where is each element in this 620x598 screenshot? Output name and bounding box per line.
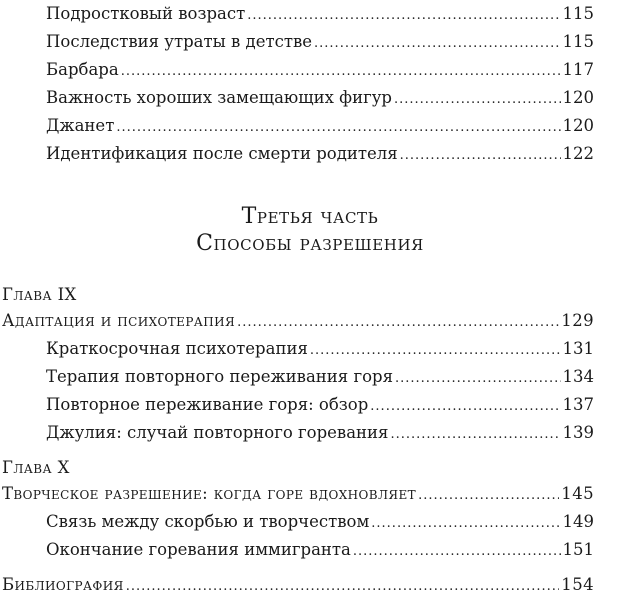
bibliography-entry <box>2 572 594 598</box>
part-title: Способы разрешения <box>196 231 424 256</box>
toc-entry-title: Окончание горевания иммигранта <box>46 540 351 559</box>
toc-entry-title: Джулия: случай повторного горевания <box>46 423 389 442</box>
toc-entry-title: Последствия утраты в детстве <box>46 32 313 51</box>
toc-entry-page: 139 <box>562 423 594 442</box>
toc-entry <box>46 537 594 563</box>
toc-entry <box>46 420 594 446</box>
toc-leader-dots <box>237 310 559 334</box>
toc-leader-dots <box>395 366 560 390</box>
chapter-label: Глава X <box>2 458 70 477</box>
toc-entry-title: Идентификация после смерти родителя <box>46 144 398 163</box>
toc-leader-dots <box>247 3 560 27</box>
part-label: Третья часть <box>241 204 379 229</box>
toc-leader-dots <box>394 87 561 111</box>
toc-entry <box>46 141 594 167</box>
toc-entry-page: 117 <box>562 60 594 79</box>
toc-entry-page: 115 <box>562 32 594 51</box>
chapter-label: Глава IX <box>2 285 77 304</box>
toc-leader-dots <box>418 483 559 507</box>
toc-entry-title: Повторное переживание горя: обзор <box>46 395 369 414</box>
toc-leader-dots <box>310 338 561 362</box>
toc-leader-dots <box>353 539 561 563</box>
chapter-title: Творческое разрешение: когда горе вдохновляет <box>2 484 417 503</box>
toc-entry-page: 129 <box>561 311 594 330</box>
toc-leader-dots <box>390 422 560 446</box>
toc-entry-title: Подростковый возраст <box>46 4 246 23</box>
toc-entry <box>46 1 594 27</box>
toc-entry-page: 122 <box>562 144 594 163</box>
toc-entry-page: 149 <box>562 512 594 531</box>
toc-entry-title: Связь между скорбью и творчеством <box>46 512 370 531</box>
toc-entry-title: Важность хороших замещающих фигур <box>46 88 392 107</box>
toc-entry <box>46 364 594 390</box>
toc-entry-title: Краткосрочная психотерапия <box>46 339 308 358</box>
toc-entry <box>46 392 594 418</box>
toc-entry-page: 115 <box>562 4 594 23</box>
toc-entry-page: 134 <box>562 367 594 386</box>
toc-entry-page: 154 <box>561 575 594 594</box>
toc-leader-dots <box>121 59 561 83</box>
bibliography-title: Библиография <box>2 575 124 594</box>
chapter-title: Адаптация и психотерапия <box>2 311 236 330</box>
toc-entry-title: Барбара <box>46 60 119 79</box>
toc-entry <box>46 57 594 83</box>
chapter-entry <box>2 308 594 334</box>
toc-entry <box>46 113 594 139</box>
toc-entry-page: 145 <box>561 484 594 503</box>
toc-leader-dots <box>371 511 560 535</box>
toc-entry-page: 131 <box>562 339 594 358</box>
toc-leader-dots <box>400 143 561 167</box>
toc-entry-page: 137 <box>562 395 594 414</box>
toc-entry-title: Терапия повторного переживания горя <box>46 367 394 386</box>
toc-entry <box>46 29 594 55</box>
toc-entry-page: 151 <box>562 540 594 559</box>
toc-leader-dots <box>370 394 560 418</box>
toc-entry <box>46 336 594 362</box>
toc-entry-page: 120 <box>562 116 594 135</box>
toc-entry-page: 120 <box>562 88 594 107</box>
toc-entry <box>46 509 594 535</box>
toc-entry <box>46 85 594 111</box>
chapter-entry <box>2 481 594 507</box>
toc-leader-dots <box>116 115 560 139</box>
toc-entry-title: Джанет <box>46 116 115 135</box>
toc-leader-dots <box>126 574 560 598</box>
toc-leader-dots <box>314 31 560 55</box>
